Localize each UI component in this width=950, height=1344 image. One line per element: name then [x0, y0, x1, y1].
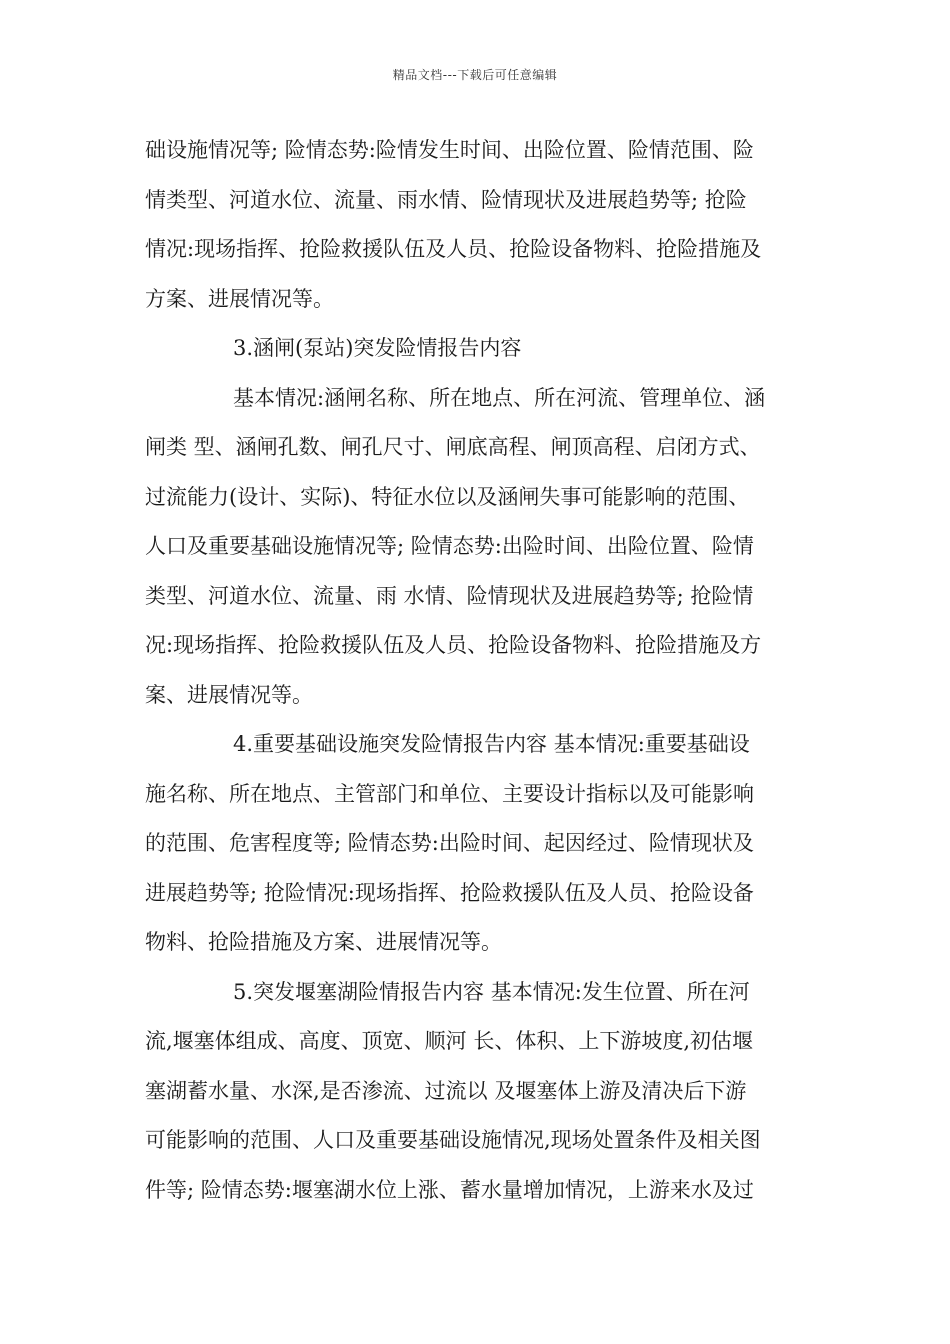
page-header: 精品文档---下载后可任意编辑 [392, 68, 558, 82]
text-line: 塞湖蓄水量、水深,是否渗流、过流以 及堰塞体上游及清决后下游 [145, 1078, 747, 1103]
section-heading-3: 3.涵闸(泵站)突发险情报告内容 [233, 336, 522, 360]
text-line: 可能影响的范围、人口及重要基础设施情况,现场处置条件及相关图 [145, 1128, 761, 1152]
text-line: 物料、抢险措施及方案、进展情况等。 [145, 930, 502, 954]
text-line: 基本情况:涵闸名称、所在地点、所在河流、管理单位、涵 [233, 385, 766, 410]
section-heading-5: 5.突发堰塞湖险情报告内容 基本情况:发生位置、所在河 [233, 979, 750, 1004]
text-line: 方案、进展情况等。 [145, 286, 334, 311]
text-line: 础设施情况等; 险情态势:险情发生时间、出险位置、险情范围、险 [145, 138, 754, 162]
text-line: 况:现场指挥、抢险救援队伍及人员、抢险设备物料、抢险措施及方 [145, 633, 762, 657]
text-line: 类型、河道水位、流量、雨 水情、险情现状及进展趋势等; 抢险情 [145, 583, 754, 608]
text-line: 案、进展情况等。 [145, 682, 313, 707]
text-line: 情况:现场指挥、抢险救援队伍及人员、抢险设备物料、抢险措施及 [145, 237, 762, 261]
text-line: 施名称、所在地点、主管部门和单位、主要设计指标以及可能影响 [145, 781, 754, 806]
text-line: 情类型、河道水位、流量、雨水情、险情现状及进展趋势等; 抢险 [145, 187, 747, 212]
text-line: 人口及重要基础设施情况等; 险情态势:出险时间、出险位置、险情 [145, 534, 754, 558]
text-line: 进展趋势等; 抢险情况:现场指挥、抢险救援队伍及人员、抢险设备 [145, 880, 754, 905]
text-line: 的范围、危害程度等; 险情态势:出险时间、起因经过、险情现状及 [145, 831, 754, 855]
text-line: 过流能力(设计、实际)、特征水位以及涵闸失事可能影响的范围、 [145, 484, 750, 509]
section-heading-4: 4.重要基础设施突发险情报告内容 基本情况:重要基础设 [233, 732, 750, 756]
document-body [145, 126, 810, 1215]
text-line: 件等; 险情态势:堰塞湖水位上涨、蓄水量增加情况，上游来水及过 [145, 1177, 754, 1202]
text-line: 闸类 型、涵闸孔数、闸孔尺寸、闸底高程、闸顶高程、启闭方式、 [145, 435, 761, 459]
text-line: 流,堰塞体组成、高度、顶宽、顺河 长、体积、上下游坡度,初估堰 [145, 1029, 754, 1053]
